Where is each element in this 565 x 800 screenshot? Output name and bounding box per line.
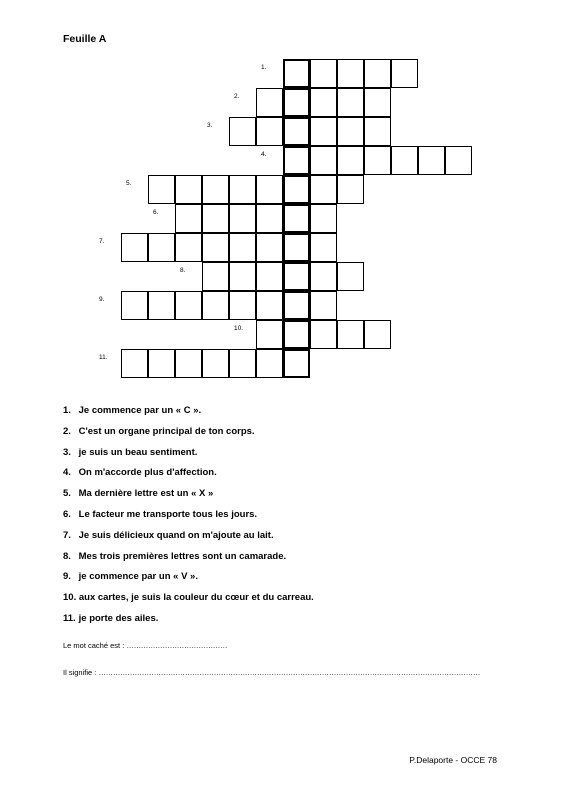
grid-cell[interactable] bbox=[337, 88, 364, 117]
row-number: 3. bbox=[207, 122, 213, 129]
grid-cell[interactable] bbox=[310, 320, 337, 349]
grid-cell[interactable] bbox=[175, 291, 202, 320]
meaning-line bbox=[63, 668, 480, 677]
hidden-word-cell[interactable] bbox=[283, 59, 310, 88]
grid-cell[interactable] bbox=[310, 146, 337, 175]
grid-cell[interactable] bbox=[256, 204, 283, 233]
clue-text: je commence par un « V ». bbox=[76, 571, 198, 583]
grid-cell[interactable] bbox=[418, 146, 445, 175]
grid-cell[interactable] bbox=[310, 262, 337, 291]
clue-number: 10. bbox=[63, 592, 77, 604]
grid-cell[interactable] bbox=[229, 349, 256, 378]
clue-item bbox=[63, 508, 314, 529]
clue-number: 2. bbox=[63, 425, 71, 437]
grid-cell[interactable] bbox=[310, 204, 337, 233]
clue-number: 3. bbox=[63, 446, 71, 458]
grid-cell[interactable] bbox=[175, 233, 202, 262]
grid-cell[interactable] bbox=[148, 175, 175, 204]
hidden-word-cell[interactable] bbox=[283, 146, 310, 175]
row-number: 10. bbox=[234, 325, 244, 332]
hidden-word-cell[interactable] bbox=[283, 233, 310, 262]
grid-cell[interactable] bbox=[202, 349, 229, 378]
grid-cell[interactable] bbox=[310, 175, 337, 204]
clue-text: Je commence par un « C ». bbox=[76, 405, 202, 416]
grid-cell[interactable] bbox=[337, 262, 364, 291]
grid-cell[interactable] bbox=[364, 59, 391, 88]
footer-credit: P.Delaporte - OCCE 78 bbox=[409, 755, 497, 765]
grid-cell[interactable] bbox=[256, 291, 283, 320]
grid-cell[interactable] bbox=[256, 117, 283, 146]
row-number: 8. bbox=[180, 267, 186, 274]
grid-cell[interactable] bbox=[229, 233, 256, 262]
clue-text: Je suis délicieux quand on m'ajoute au lait. bbox=[76, 529, 274, 541]
grid-cell[interactable] bbox=[310, 233, 337, 262]
hidden-word-cell[interactable] bbox=[283, 291, 310, 320]
clue-text: je porte des ailes. bbox=[76, 612, 159, 624]
grid-cell[interactable] bbox=[310, 88, 337, 117]
sheet-title: Feuille A bbox=[63, 33, 107, 45]
row-number: 9. bbox=[99, 296, 105, 303]
grid-cell[interactable] bbox=[256, 233, 283, 262]
grid-cell[interactable] bbox=[337, 117, 364, 146]
row-number: 6. bbox=[153, 209, 159, 216]
hidden-word-cell[interactable] bbox=[283, 349, 310, 378]
clue-number: 4. bbox=[63, 467, 71, 479]
clue-item bbox=[63, 404, 314, 425]
hidden-word-cell[interactable] bbox=[283, 175, 310, 204]
clue-text: aux cartes, je suis la couleur du cœur et du carreau. bbox=[76, 592, 314, 604]
grid-cell[interactable] bbox=[256, 262, 283, 291]
hidden-word-blank[interactable]: …………………………………… bbox=[126, 641, 228, 650]
grid-cell[interactable] bbox=[364, 117, 391, 146]
clue-number: 11. bbox=[63, 612, 76, 624]
grid-cell[interactable] bbox=[310, 59, 337, 88]
clue-number: 7. bbox=[63, 529, 71, 541]
meaning-label: Il signifie : bbox=[63, 668, 99, 677]
grid-cell[interactable] bbox=[121, 291, 148, 320]
grid-cell[interactable] bbox=[121, 349, 148, 378]
hidden-word-label: Le mot caché est : bbox=[63, 641, 127, 650]
grid-cell[interactable] bbox=[337, 175, 364, 204]
grid-cell[interactable] bbox=[229, 117, 256, 146]
row-number: 2. bbox=[234, 93, 240, 100]
clue-number: 9. bbox=[63, 571, 71, 583]
grid-cell[interactable] bbox=[148, 233, 175, 262]
clue-text: je suis un beau sentiment. bbox=[76, 446, 198, 458]
grid-cell[interactable] bbox=[202, 175, 229, 204]
grid-cell[interactable] bbox=[121, 233, 148, 262]
hidden-word-line bbox=[63, 641, 227, 650]
grid-cell[interactable] bbox=[256, 88, 283, 117]
grid-cell[interactable] bbox=[256, 320, 283, 349]
grid-cell[interactable] bbox=[202, 262, 229, 291]
grid-cell[interactable] bbox=[445, 146, 472, 175]
grid-cell[interactable] bbox=[202, 291, 229, 320]
grid-cell[interactable] bbox=[229, 291, 256, 320]
clue-item bbox=[63, 529, 314, 550]
grid-cell[interactable] bbox=[256, 175, 283, 204]
clue-text: Mes trois premières lettres sont un camarade. bbox=[76, 550, 287, 562]
hidden-word-cell[interactable] bbox=[283, 88, 310, 117]
grid-cell[interactable] bbox=[229, 262, 256, 291]
clue-item bbox=[63, 612, 314, 633]
clue-item bbox=[63, 550, 314, 571]
grid-cell[interactable] bbox=[364, 146, 391, 175]
grid-cell[interactable] bbox=[391, 59, 418, 88]
clue-list bbox=[63, 404, 314, 633]
grid-cell[interactable] bbox=[148, 349, 175, 378]
grid-cell[interactable] bbox=[391, 146, 418, 175]
grid-cell[interactable] bbox=[310, 291, 337, 320]
clue-text: Ma dernière lettre est un « X » bbox=[76, 488, 214, 500]
grid-cell[interactable] bbox=[229, 175, 256, 204]
clue-item bbox=[63, 591, 314, 612]
hidden-word-cell[interactable] bbox=[283, 320, 310, 349]
grid-cell[interactable] bbox=[364, 320, 391, 349]
grid-cell[interactable] bbox=[364, 88, 391, 117]
hidden-word-cell[interactable] bbox=[283, 117, 310, 146]
meaning-blank[interactable]: …………………………………………………………………………………………………………………………………………… bbox=[98, 668, 481, 677]
row-number: 1. bbox=[261, 64, 267, 71]
grid-cell[interactable] bbox=[175, 204, 202, 233]
row-number: 7. bbox=[99, 238, 105, 245]
row-number: 11. bbox=[99, 354, 108, 361]
row-number: 5. bbox=[126, 180, 132, 187]
clue-item bbox=[63, 466, 314, 487]
clue-item bbox=[63, 446, 314, 467]
grid-cell[interactable] bbox=[310, 117, 337, 146]
grid-cell[interactable] bbox=[229, 204, 256, 233]
hidden-word-cell[interactable] bbox=[283, 262, 310, 291]
clue-text: On m'accorde plus d'affection. bbox=[76, 467, 217, 479]
clue-number: 5. bbox=[63, 488, 71, 500]
clue-item bbox=[63, 570, 314, 591]
row-number: 4. bbox=[261, 151, 267, 158]
grid-cell[interactable] bbox=[337, 59, 364, 88]
clue-number: 8. bbox=[63, 550, 71, 562]
grid-cell[interactable] bbox=[202, 233, 229, 262]
grid-cell[interactable] bbox=[202, 204, 229, 233]
grid-cell[interactable] bbox=[337, 146, 364, 175]
grid-cell[interactable] bbox=[148, 291, 175, 320]
clue-text: Le facteur me transporte tous les jours. bbox=[76, 508, 258, 520]
clue-text: C'est un organe principal de ton corps. bbox=[76, 425, 255, 437]
grid-cell[interactable] bbox=[175, 175, 202, 204]
clue-number: 6. bbox=[63, 508, 71, 520]
clue-item bbox=[63, 487, 314, 508]
hidden-word-cell[interactable] bbox=[283, 204, 310, 233]
grid-cell[interactable] bbox=[256, 349, 283, 378]
clue-item bbox=[63, 425, 314, 446]
grid-cell[interactable] bbox=[175, 349, 202, 378]
clue-number: 1. bbox=[63, 405, 71, 416]
grid-cell[interactable] bbox=[337, 320, 364, 349]
